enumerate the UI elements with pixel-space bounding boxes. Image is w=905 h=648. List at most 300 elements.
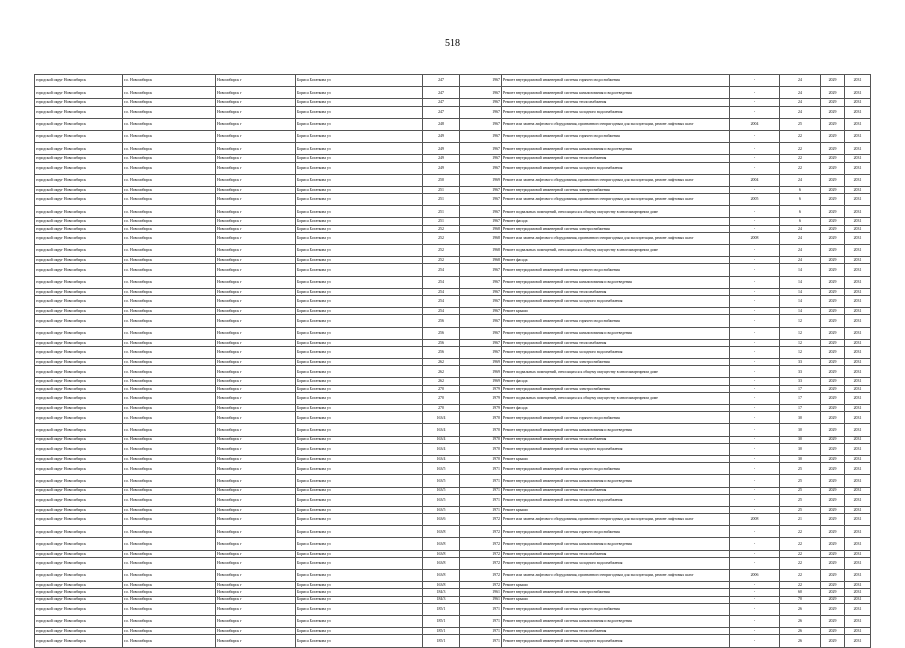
locality-cell: Новосибирск г <box>216 276 296 288</box>
year-built-cell: 1979 <box>460 392 502 404</box>
year-built-cell: 1971 <box>460 635 502 647</box>
period-start-cell: 2029 <box>821 538 845 550</box>
street-cell: Бориса Богаткова ул <box>296 225 423 232</box>
year-built-cell: 1967 <box>460 264 502 276</box>
period-end-cell: 2031 <box>845 475 871 487</box>
locality-cell: Новосибирск г <box>216 615 296 627</box>
year-built-cell: 1961 <box>460 596 502 603</box>
period-start-cell: 2029 <box>821 308 845 315</box>
year-built-cell: 1967 <box>460 295 502 307</box>
municipality-cell: городской округ Новосибирск <box>35 232 123 244</box>
table-row <box>35 245 871 257</box>
locality-cell: Новосибирск г <box>216 99 296 106</box>
period-end-cell: 2031 <box>845 443 871 455</box>
house-number-cell: 163/4 <box>423 436 460 443</box>
house-number-cell: 163/4 <box>423 443 460 455</box>
district-cell: г.о. Новосибирск <box>123 506 216 513</box>
locality-cell: Новосибирск г <box>216 475 296 487</box>
district-cell: г.о. Новосибирск <box>123 315 216 327</box>
planned-year-cell: 14 <box>780 288 821 295</box>
work-type-cell: Ремонт внутридомовой инженерной системы теплоснабжения <box>502 288 730 295</box>
lift-year-cell: 2004 <box>730 118 780 130</box>
period-start-cell: 2029 <box>821 194 845 206</box>
table-row <box>35 359 871 366</box>
house-number-cell: 256 <box>423 339 460 346</box>
period-end-cell: 2031 <box>845 245 871 257</box>
year-built-cell: 1972 <box>460 570 502 582</box>
period-start-cell: 2029 <box>821 118 845 130</box>
planned-year-cell: 14 <box>780 308 821 315</box>
period-end-cell: 2031 <box>845 130 871 142</box>
table-row <box>35 596 871 603</box>
house-number-cell: 252 <box>423 225 460 232</box>
lift-year-cell: - <box>730 218 780 225</box>
district-cell: г.о. Новосибирск <box>123 424 216 436</box>
street-cell: Бориса Богаткова ул <box>296 359 423 366</box>
table-row <box>35 628 871 635</box>
table-row <box>35 487 871 494</box>
lift-year-cell: - <box>730 143 780 155</box>
period-start-cell: 2029 <box>821 436 845 443</box>
table-row <box>35 346 871 358</box>
table-row <box>35 455 871 462</box>
period-start-cell: 2029 <box>821 288 845 295</box>
table-row <box>35 526 871 538</box>
street-cell: Бориса Богаткова ул <box>296 615 423 627</box>
period-start-cell: 2029 <box>821 550 845 557</box>
district-cell: г.о. Новосибирск <box>123 436 216 443</box>
planned-year-cell: 22 <box>780 526 821 538</box>
street-cell: Бориса Богаткова ул <box>296 295 423 307</box>
planned-year-cell: 25 <box>780 475 821 487</box>
table-row <box>35 327 871 339</box>
planned-year-cell: 24 <box>780 232 821 244</box>
street-cell: Бориса Богаткова ул <box>296 385 423 392</box>
municipality-cell: городской округ Новосибирск <box>35 206 123 218</box>
district-cell: г.о. Новосибирск <box>123 463 216 475</box>
house-number-cell: 249 <box>423 162 460 174</box>
table-row <box>35 570 871 582</box>
work-type-cell: Ремонт внутридомовой инженерной системы горячего водоснабжения <box>502 315 730 327</box>
lift-year-cell: - <box>730 443 780 455</box>
municipality-cell: городской округ Новосибирск <box>35 494 123 506</box>
lift-year-cell: - <box>730 494 780 506</box>
work-type-cell: Ремонт или замена лифтового оборудования, признанного непригодным для эксплуатации, ремонт лифтовых шахт <box>502 232 730 244</box>
lift-year-cell: - <box>730 385 780 392</box>
year-built-cell: 1971 <box>460 615 502 627</box>
municipality-cell: городской округ Новосибирск <box>35 628 123 635</box>
municipality-cell: городской округ Новосибирск <box>35 257 123 264</box>
street-cell: Бориса Богаткова ул <box>296 392 423 404</box>
locality-cell: Новосибирск г <box>216 106 296 118</box>
work-type-cell: Ремонт фасада <box>502 218 730 225</box>
lift-year-cell: - <box>730 339 780 346</box>
municipality-cell: городской округ Новосибирск <box>35 526 123 538</box>
period-start-cell: 2029 <box>821 295 845 307</box>
street-cell: Бориса Богаткова ул <box>296 130 423 142</box>
work-type-cell: Ремонт внутридомовой инженерной системы канализования и водоотведения <box>502 327 730 339</box>
house-number-cell: 252 <box>423 232 460 244</box>
district-cell: г.о. Новосибирск <box>123 635 216 647</box>
work-type-cell: Ремонт внутридомовой инженерной системы канализования и водоотведения <box>502 87 730 99</box>
period-end-cell: 2031 <box>845 143 871 155</box>
house-number-cell: 163/8 <box>423 570 460 582</box>
period-start-cell: 2029 <box>821 106 845 118</box>
planned-year-cell: 30 <box>780 455 821 462</box>
municipality-cell: городской округ Новосибирск <box>35 308 123 315</box>
district-cell: г.о. Новосибирск <box>123 582 216 589</box>
lift-year-cell: - <box>730 106 780 118</box>
planned-year-cell: 22 <box>780 570 821 582</box>
house-number-cell: 251 <box>423 218 460 225</box>
planned-year-cell: 6 <box>780 218 821 225</box>
year-built-cell: 1967 <box>460 288 502 295</box>
period-end-cell: 2031 <box>845 99 871 106</box>
street-cell: Бориса Богаткова ул <box>296 635 423 647</box>
house-number-cell: 163/5 <box>423 494 460 506</box>
year-built-cell: 1967 <box>460 155 502 162</box>
period-start-cell: 2029 <box>821 186 845 193</box>
work-type-cell: Ремонт крыши <box>502 308 730 315</box>
planned-year-cell: 25 <box>780 463 821 475</box>
street-cell: Бориса Богаткова ул <box>296 475 423 487</box>
period-end-cell: 2031 <box>845 264 871 276</box>
street-cell: Бориса Богаткова ул <box>296 162 423 174</box>
locality-cell: Новосибирск г <box>216 288 296 295</box>
work-type-cell: Ремонт подвальных помещений, относящихся к общему имуществу в многоквартирном доме <box>502 245 730 257</box>
district-cell: г.о. Новосибирск <box>123 308 216 315</box>
lift-year-cell: - <box>730 405 780 412</box>
street-cell: Бориса Богаткова ул <box>296 494 423 506</box>
work-type-cell: Ремонт внутридомовой инженерной системы горячего водоснабжения <box>502 264 730 276</box>
planned-year-cell: 12 <box>780 315 821 327</box>
planned-year-cell: 17 <box>780 385 821 392</box>
year-built-cell: 1979 <box>460 405 502 412</box>
lift-year-cell: - <box>730 276 780 288</box>
locality-cell: Новосибирск г <box>216 232 296 244</box>
locality-cell: Новосибирск г <box>216 557 296 569</box>
year-built-cell: 1967 <box>460 346 502 358</box>
district-cell: г.о. Новосибирск <box>123 385 216 392</box>
period-end-cell: 2031 <box>845 596 871 603</box>
locality-cell: Новосибирск г <box>216 75 296 87</box>
period-start-cell: 2029 <box>821 225 845 232</box>
work-type-cell: Ремонт крыши <box>502 596 730 603</box>
table-row <box>35 615 871 627</box>
lift-year-cell: - <box>730 550 780 557</box>
planned-year-cell: 26 <box>780 628 821 635</box>
table-row <box>35 582 871 589</box>
period-start-cell: 2029 <box>821 424 845 436</box>
period-start-cell: 2029 <box>821 514 845 526</box>
locality-cell: Новосибирск г <box>216 596 296 603</box>
period-end-cell: 2031 <box>845 635 871 647</box>
locality-cell: Новосибирск г <box>216 194 296 206</box>
district-cell: г.о. Новосибирск <box>123 130 216 142</box>
table-row <box>35 308 871 315</box>
house-number-cell: 254 <box>423 288 460 295</box>
table-row <box>35 392 871 404</box>
locality-cell: Новосибирск г <box>216 308 296 315</box>
lift-year-cell: - <box>730 424 780 436</box>
year-built-cell: 1967 <box>460 308 502 315</box>
work-type-cell: Ремонт крыши <box>502 582 730 589</box>
period-start-cell: 2029 <box>821 327 845 339</box>
locality-cell: Новосибирск г <box>216 494 296 506</box>
period-end-cell: 2031 <box>845 463 871 475</box>
district-cell: г.о. Новосибирск <box>123 245 216 257</box>
locality-cell: Новосибирск г <box>216 582 296 589</box>
period-end-cell: 2031 <box>845 570 871 582</box>
lift-year-cell: - <box>730 538 780 550</box>
table-body <box>35 75 871 648</box>
municipality-cell: городской округ Новосибирск <box>35 346 123 358</box>
district-cell: г.о. Новосибирск <box>123 494 216 506</box>
period-end-cell: 2031 <box>845 615 871 627</box>
year-built-cell: 1968 <box>460 225 502 232</box>
planned-year-cell: 33 <box>780 366 821 378</box>
period-start-cell: 2029 <box>821 596 845 603</box>
district-cell: г.о. Новосибирск <box>123 412 216 424</box>
table-row <box>35 412 871 424</box>
house-number-cell: 254 <box>423 276 460 288</box>
street-cell: Бориса Богаткова ул <box>296 276 423 288</box>
table-row <box>35 378 871 385</box>
planned-year-cell: 33 <box>780 359 821 366</box>
municipality-cell: городской округ Новосибирск <box>35 557 123 569</box>
work-type-cell: Ремонт или замена лифтового оборудования, признанного непригодным для эксплуатации, ремонт лифтовых шахт <box>502 194 730 206</box>
municipality-cell: городской округ Новосибирск <box>35 385 123 392</box>
work-type-cell: Ремонт внутридомовой инженерной системы теплоснабжения <box>502 550 730 557</box>
municipality-cell: городской округ Новосибирск <box>35 174 123 186</box>
house-number-cell: 247 <box>423 99 460 106</box>
district-cell: г.о. Новосибирск <box>123 75 216 87</box>
period-start-cell: 2029 <box>821 206 845 218</box>
year-built-cell: 1970 <box>460 443 502 455</box>
period-start-cell: 2029 <box>821 257 845 264</box>
municipality-cell: городской округ Новосибирск <box>35 245 123 257</box>
street-cell: Бориса Богаткова ул <box>296 405 423 412</box>
street-cell: Бориса Богаткова ул <box>296 514 423 526</box>
period-start-cell: 2029 <box>821 366 845 378</box>
municipality-cell: городской округ Новосибирск <box>35 162 123 174</box>
lift-year-cell: - <box>730 308 780 315</box>
locality-cell: Новосибирск г <box>216 424 296 436</box>
street-cell: Бориса Богаткова ул <box>296 206 423 218</box>
district-cell: г.о. Новосибирск <box>123 603 216 615</box>
work-type-cell: Ремонт или замена лифтового оборудования, признанного непригодным для эксплуатации, ремонт лифтовых шахт <box>502 570 730 582</box>
district-cell: г.о. Новосибирск <box>123 378 216 385</box>
year-built-cell: 1967 <box>460 218 502 225</box>
lift-year-cell: - <box>730 225 780 232</box>
year-built-cell: 1967 <box>460 118 502 130</box>
lift-year-cell: - <box>730 412 780 424</box>
locality-cell: Новосибирск г <box>216 455 296 462</box>
municipality-cell: городской округ Новосибирск <box>35 635 123 647</box>
work-type-cell: Ремонт внутридомовой инженерной системы холодного водоснабжения <box>502 443 730 455</box>
lift-year-cell: - <box>730 582 780 589</box>
street-cell: Бориса Богаткова ул <box>296 288 423 295</box>
planned-year-cell: 14 <box>780 264 821 276</box>
street-cell: Бориса Богаткова ул <box>296 455 423 462</box>
municipality-cell: городской округ Новосибирск <box>35 378 123 385</box>
year-built-cell: 1967 <box>460 339 502 346</box>
period-end-cell: 2031 <box>845 392 871 404</box>
lift-year-cell: - <box>730 506 780 513</box>
street-cell: Бориса Богаткова ул <box>296 118 423 130</box>
work-type-cell: Ремонт внутридомовой инженерной системы теплоснабжения <box>502 628 730 635</box>
house-number-cell: 163/8 <box>423 526 460 538</box>
lift-year-cell: - <box>730 206 780 218</box>
period-start-cell: 2029 <box>821 582 845 589</box>
district-cell: г.о. Новосибирск <box>123 514 216 526</box>
locality-cell: Новосибирск г <box>216 346 296 358</box>
year-built-cell: 1970 <box>460 424 502 436</box>
work-type-cell: Ремонт внутридомовой инженерной системы канализования и водоотведения <box>502 143 730 155</box>
table-row <box>35 130 871 142</box>
period-start-cell: 2029 <box>821 443 845 455</box>
district-cell: г.о. Новосибирск <box>123 264 216 276</box>
period-end-cell: 2031 <box>845 276 871 288</box>
planned-year-cell: 30 <box>780 436 821 443</box>
work-type-cell: Ремонт или замена лифтового оборудования, признанного непригодным для эксплуатации, ремонт лифтовых шахт <box>502 514 730 526</box>
lift-year-cell: - <box>730 603 780 615</box>
locality-cell: Новосибирск г <box>216 526 296 538</box>
planned-year-cell: 14 <box>780 276 821 288</box>
period-end-cell: 2031 <box>845 366 871 378</box>
street-cell: Бориса Богаткова ул <box>296 218 423 225</box>
planned-year-cell: 22 <box>780 538 821 550</box>
municipality-cell: городской округ Новосибирск <box>35 463 123 475</box>
planned-year-cell: 22 <box>780 550 821 557</box>
year-built-cell: 1967 <box>460 186 502 193</box>
house-number-cell: 262 <box>423 359 460 366</box>
street-cell: Бориса Богаткова ул <box>296 603 423 615</box>
table-row <box>35 143 871 155</box>
year-built-cell: 1972 <box>460 582 502 589</box>
year-built-cell: 1970 <box>460 436 502 443</box>
locality-cell: Новосибирск г <box>216 570 296 582</box>
table-row <box>35 206 871 218</box>
house-number-cell: 262 <box>423 378 460 385</box>
street-cell: Бориса Богаткова ул <box>296 106 423 118</box>
work-type-cell: Ремонт внутридомовой инженерной системы холодного водоснабжения <box>502 106 730 118</box>
lift-year-cell: - <box>730 155 780 162</box>
locality-cell: Новосибирск г <box>216 295 296 307</box>
planned-year-cell: 24 <box>780 75 821 87</box>
planned-year-cell: 30 <box>780 424 821 436</box>
house-number-cell: 252 <box>423 245 460 257</box>
planned-year-cell: 12 <box>780 346 821 358</box>
locality-cell: Новосибирск г <box>216 264 296 276</box>
table-row <box>35 218 871 225</box>
house-number-cell: 251 <box>423 194 460 206</box>
house-number-cell: 249 <box>423 143 460 155</box>
house-number-cell: 185/1 <box>423 603 460 615</box>
period-end-cell: 2031 <box>845 582 871 589</box>
house-number-cell: 163/5 <box>423 506 460 513</box>
district-cell: г.о. Новосибирск <box>123 455 216 462</box>
municipality-cell: городской округ Новосибирск <box>35 118 123 130</box>
municipality-cell: городской округ Новосибирск <box>35 514 123 526</box>
district-cell: г.о. Новосибирск <box>123 359 216 366</box>
lift-year-cell: - <box>730 264 780 276</box>
house-number-cell: 254 <box>423 295 460 307</box>
planned-year-cell: 21 <box>780 514 821 526</box>
planned-year-cell: 22 <box>780 130 821 142</box>
period-start-cell: 2029 <box>821 506 845 513</box>
period-end-cell: 2031 <box>845 487 871 494</box>
district-cell: г.о. Новосибирск <box>123 327 216 339</box>
table-row <box>35 635 871 647</box>
municipality-cell: городской округ Новосибирск <box>35 487 123 494</box>
municipality-cell: городской округ Новосибирск <box>35 603 123 615</box>
house-number-cell: 254 <box>423 264 460 276</box>
municipality-cell: городской округ Новосибирск <box>35 589 123 596</box>
work-type-cell: Ремонт внутридомовой инженерной системы теплоснабжения <box>502 155 730 162</box>
period-end-cell: 2031 <box>845 628 871 635</box>
year-built-cell: 1979 <box>460 385 502 392</box>
locality-cell: Новосибирск г <box>216 378 296 385</box>
house-number-cell: 185/1 <box>423 635 460 647</box>
municipality-cell: городской округ Новосибирск <box>35 87 123 99</box>
house-number-cell: 262 <box>423 366 460 378</box>
table-row <box>35 366 871 378</box>
house-number-cell: 163/4 <box>423 455 460 462</box>
locality-cell: Новосибирск г <box>216 225 296 232</box>
locality-cell: Новосибирск г <box>216 245 296 257</box>
work-type-cell: Ремонт подвальных помещений, относящихся к общему имуществу в многоквартирном доме <box>502 206 730 218</box>
municipality-cell: городской округ Новосибирск <box>35 550 123 557</box>
year-built-cell: 1969 <box>460 359 502 366</box>
street-cell: Бориса Богаткова ул <box>296 232 423 244</box>
year-built-cell: 1971 <box>460 506 502 513</box>
district-cell: г.о. Новосибирск <box>123 589 216 596</box>
district-cell: г.о. Новосибирск <box>123 615 216 627</box>
period-end-cell: 2031 <box>845 385 871 392</box>
planned-year-cell: 22 <box>780 155 821 162</box>
street-cell: Бориса Богаткова ул <box>296 582 423 589</box>
table-row <box>35 443 871 455</box>
street-cell: Бориса Богаткова ул <box>296 557 423 569</box>
municipality-cell: городской округ Новосибирск <box>35 436 123 443</box>
municipality-cell: городской округ Новосибирск <box>35 455 123 462</box>
work-type-cell: Ремонт внутридомовой инженерной системы канализования и водоотведения <box>502 276 730 288</box>
table-row <box>35 385 871 392</box>
work-type-cell: Ремонт или замена лифтового оборудования, признанного непригодным для эксплуатации, ремонт лифтовых шахт <box>502 118 730 130</box>
year-built-cell: 1970 <box>460 412 502 424</box>
lift-year-cell: - <box>730 596 780 603</box>
municipality-cell: городской округ Новосибирск <box>35 130 123 142</box>
locality-cell: Новосибирск г <box>216 174 296 186</box>
house-number-cell: 163/5 <box>423 475 460 487</box>
period-start-cell: 2029 <box>821 494 845 506</box>
municipality-cell: городской округ Новосибирск <box>35 143 123 155</box>
year-built-cell: 1967 <box>460 143 502 155</box>
locality-cell: Новосибирск г <box>216 186 296 193</box>
period-start-cell: 2029 <box>821 218 845 225</box>
municipality-cell: городской округ Новосибирск <box>35 412 123 424</box>
street-cell: Бориса Богаткова ул <box>296 327 423 339</box>
house-number-cell: 163/4 <box>423 424 460 436</box>
work-type-cell: Ремонт внутридомовой инженерной системы горячего водоснабжения <box>502 603 730 615</box>
period-end-cell: 2031 <box>845 315 871 327</box>
district-cell: г.о. Новосибирск <box>123 550 216 557</box>
period-start-cell: 2029 <box>821 143 845 155</box>
year-built-cell: 1967 <box>460 194 502 206</box>
district-cell: г.о. Новосибирск <box>123 162 216 174</box>
locality-cell: Новосибирск г <box>216 506 296 513</box>
